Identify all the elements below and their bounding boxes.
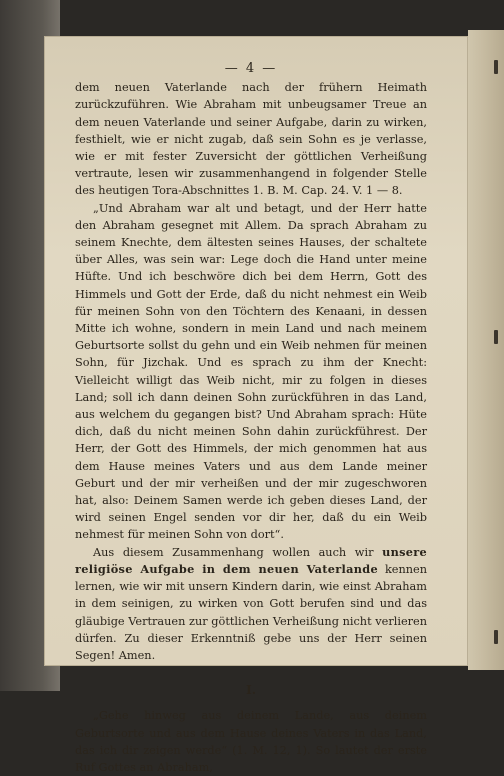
edge-mark xyxy=(494,60,498,74)
page-content xyxy=(75,60,427,776)
scripture-quote: „Und Abraham war alt und betagt, und der Herr hatte den Abraham gesegnet mit Allem. Da sprach Abraham zu seinem Knechte, dem ältesten seines Hauses, der schaltete über Alles, was sein war: Lege doch die Hand unter meine Hüfte. Und ich beschwöre dich bei dem Herrn, Gott des Himmels und Gott der Erde, daß du nicht nehmest ein Weib für meinen Sohn von den Töchtern des Kenaani, in dessen Mitte ich wohne, sondern in mein Land und nach meinem Geburtsorte sollst du gehn und ein Weib nehmen für meinen Sohn, für Jizchak. Und es sprach zu ihm der Knecht: Vielleicht willigt das Weib nicht, mir zu folgen in dieses Land; soll ich dann deinen Sohn zurückführen in das Land, aus welchem du gegangen bist? Und Abraham sprach: Hüte dich, daß du nicht meinen Sohn dahin zurückführest. Der Herr, der Gott des Himmels, der mich genommen hat aus dem Hause meines Vaters und aus dem Lande meiner Geburt und der mir verheißen und der mir zugeschworen hat, also: Deinem Samen werde ich geben dieses Land, der wird seinen Engel senden vor dir her, daß du ein Weib nehmest für meinen Sohn von dort“. xyxy=(75,201,427,542)
theme-text-end: kennen lernen, wie wir mit unsern Kindern darin, wie einst Abraham in dem seinigen, zu wirken von Gott berufen sind und das gläubige Vertrauen zur göttlichen Verheißung nicht verlieren dürfen. Zu dieser Erkenntniß gebe uns der Herr seinen Segen! Amen. xyxy=(75,562,427,662)
edge-mark xyxy=(494,330,498,344)
theme-bold-phrase: unsere religiöse Aufgabe in dem neuen Vaterlande xyxy=(75,544,427,576)
intro-paragraph: dem neuen Vaterlande nach der frühern Heimath zurückzuführen. Wie Abraham mit unbeugsamer Treue an dem neuen Vaterlande und seiner Aufgabe, darin zu wirken, festhielt, wie er nicht zugab, daß sein Sohn es je verlasse, wie er mit fester Zuversicht der göttlichen Verheißung vertraute, lesen wir zusammenhangend in folgender Stelle des heutigen Tora-Abschnittes 1. B. M. Cap. 24. V. 1 — 8. xyxy=(75,81,427,198)
page-edge xyxy=(468,30,504,670)
edge-mark xyxy=(494,630,498,644)
page-number: — 4 — xyxy=(224,61,278,76)
theme-paragraph xyxy=(75,544,427,664)
theme-text-start: Aus diesem Zusammenhang wollen auch wir xyxy=(93,545,383,559)
section-heading: I. xyxy=(246,683,256,698)
section-paragraph: „Gehe hinweg aus deinem Lande, aus deinem Geburtsorte und aus dem Hause deines Vaters in das Land, das ich dir zeigen werde“ (1. M. 12, 1). So lautet der erste Ruf Gottes an Abraham, xyxy=(75,709,427,774)
